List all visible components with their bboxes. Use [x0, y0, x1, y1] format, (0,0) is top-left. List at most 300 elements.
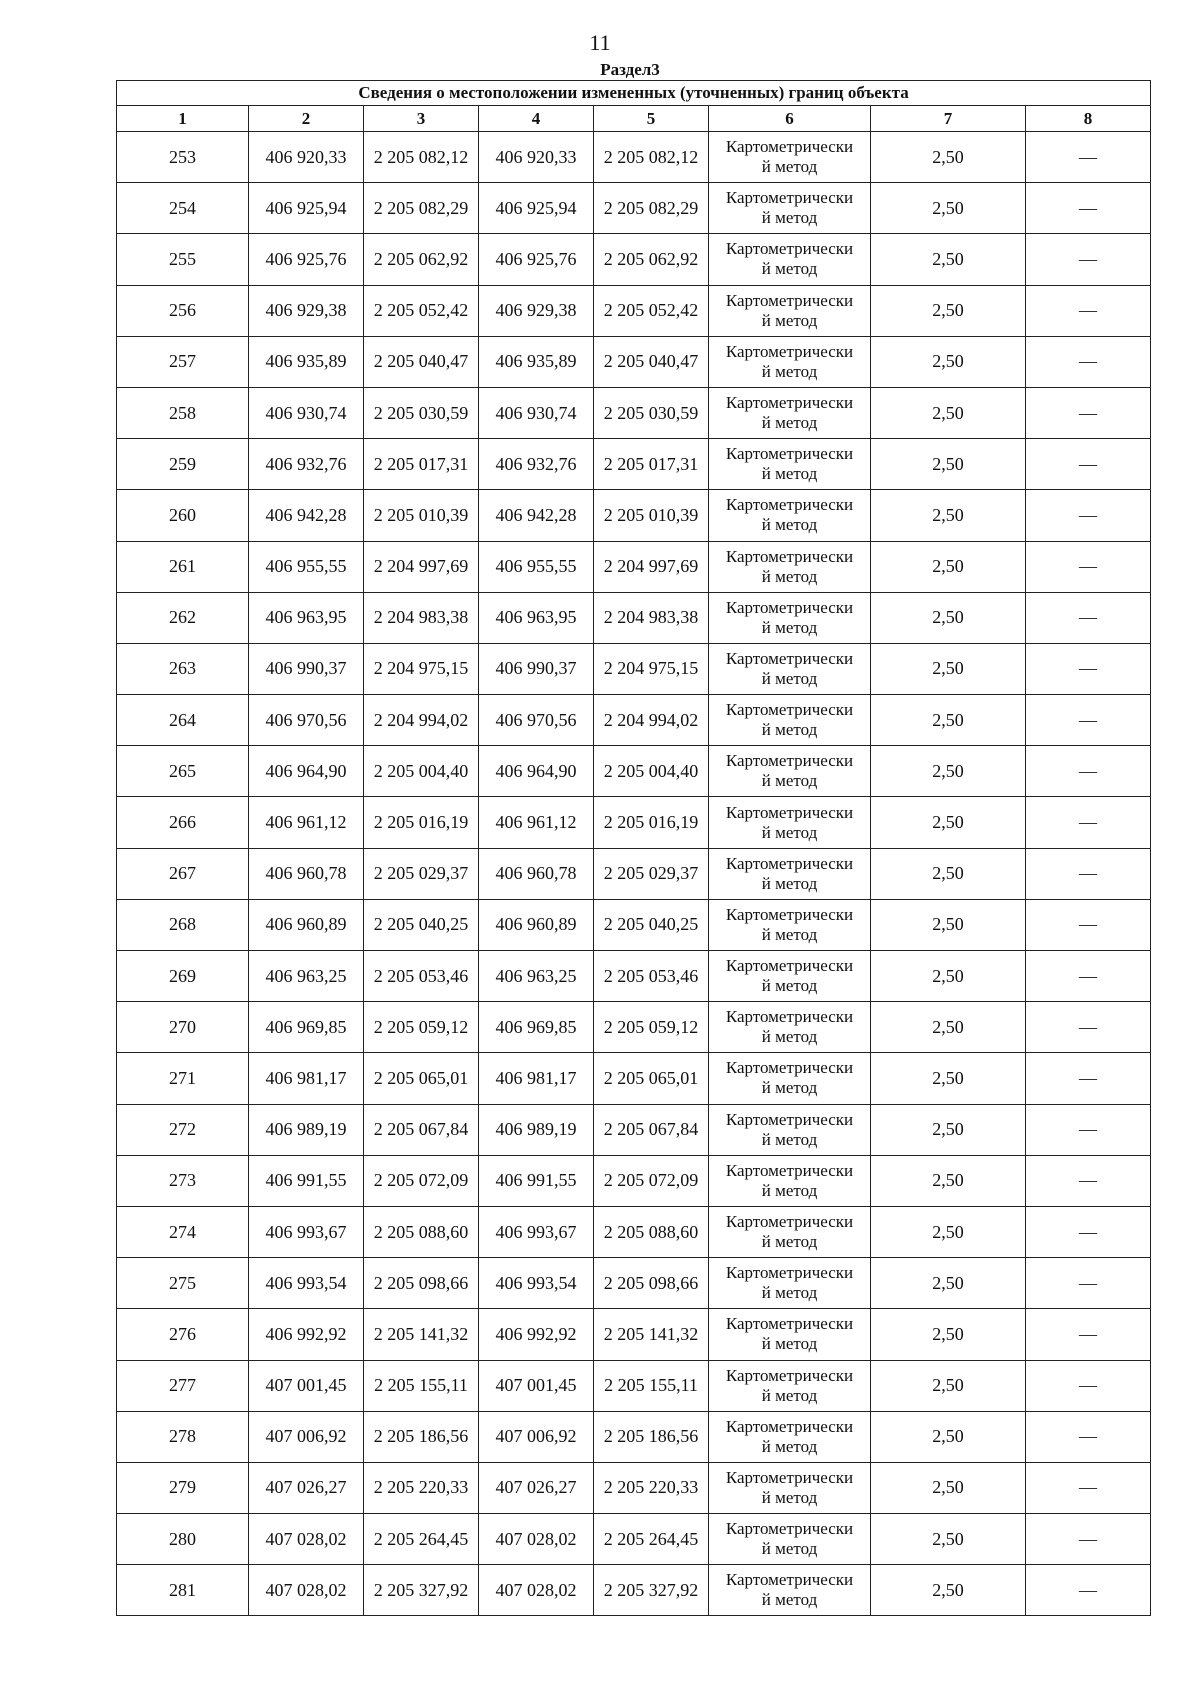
accuracy-cell: 2,50	[871, 643, 1026, 694]
y-refined-cell: 2 205 098,66	[594, 1258, 709, 1309]
x-existing-cell: 407 001,45	[249, 1360, 364, 1411]
point-number-cell: 272	[117, 1104, 249, 1155]
method-cell	[709, 336, 871, 387]
method-text-line-2: й метод	[761, 310, 818, 330]
table-row	[117, 746, 1151, 797]
description-cell: —	[1026, 285, 1151, 336]
x-existing-cell: 407 028,02	[249, 1514, 364, 1565]
description-cell: —	[1026, 1411, 1151, 1462]
y-refined-cell: 2 205 072,09	[594, 1155, 709, 1206]
accuracy-cell: 2,50	[871, 1155, 1026, 1206]
y-existing-cell: 2 204 975,15	[364, 643, 479, 694]
point-number-cell: 265	[117, 746, 249, 797]
method-text-line-1: Картометрически	[725, 495, 854, 515]
accuracy-cell: 2,50	[871, 387, 1026, 438]
accuracy-cell: 2,50	[871, 336, 1026, 387]
method-text-line-2: й метод	[761, 873, 818, 893]
table-row	[117, 1002, 1151, 1053]
description-cell: —	[1026, 695, 1151, 746]
y-refined-cell: 2 205 067,84	[594, 1104, 709, 1155]
method-cell	[709, 490, 871, 541]
page-number: 11	[589, 30, 611, 55]
description-cell: —	[1026, 234, 1151, 285]
y-existing-cell: 2 205 082,12	[364, 132, 479, 183]
table-row	[117, 336, 1151, 387]
x-existing-cell: 406 929,38	[249, 285, 364, 336]
point-number-cell: 262	[117, 592, 249, 643]
y-refined-cell: 2 205 053,46	[594, 951, 709, 1002]
accuracy-cell: 2,50	[871, 1258, 1026, 1309]
table-row	[117, 592, 1151, 643]
x-refined-cell: 406 981,17	[479, 1053, 594, 1104]
x-existing-cell: 406 990,37	[249, 643, 364, 694]
accuracy-cell: 2,50	[871, 541, 1026, 592]
y-existing-cell: 2 204 997,69	[364, 541, 479, 592]
method-text-line-2: й метод	[761, 771, 818, 791]
method-text-line-2: й метод	[761, 976, 818, 996]
description-cell: —	[1026, 1258, 1151, 1309]
method-cell	[709, 387, 871, 438]
x-refined-cell: 406 960,78	[479, 848, 594, 899]
x-existing-cell: 406 920,33	[249, 132, 364, 183]
point-number-cell: 268	[117, 899, 249, 950]
method-cell	[709, 592, 871, 643]
y-existing-cell: 2 204 994,02	[364, 695, 479, 746]
method-text-line-1: Картометрически	[725, 1467, 854, 1487]
method-cell	[709, 1565, 871, 1616]
y-existing-cell: 2 205 072,09	[364, 1155, 479, 1206]
method-text-line-2: й метод	[761, 924, 818, 944]
x-existing-cell: 406 955,55	[249, 541, 364, 592]
x-refined-cell: 406 925,94	[479, 183, 594, 234]
column-number: 4	[479, 106, 594, 132]
description-cell: —	[1026, 439, 1151, 490]
column-number: 3	[364, 106, 479, 132]
method-text-line-1: Картометрически	[725, 1263, 854, 1283]
x-existing-cell: 406 992,92	[249, 1309, 364, 1360]
x-existing-cell: 406 993,67	[249, 1206, 364, 1257]
y-refined-cell: 2 204 975,15	[594, 643, 709, 694]
point-number-cell: 278	[117, 1411, 249, 1462]
y-existing-cell: 2 205 017,31	[364, 439, 479, 490]
y-refined-cell: 2 204 997,69	[594, 541, 709, 592]
x-refined-cell: 406 955,55	[479, 541, 594, 592]
method-text-line-1: Картометрически	[725, 648, 854, 668]
y-existing-cell: 2 205 062,92	[364, 234, 479, 285]
x-refined-cell: 406 961,12	[479, 797, 594, 848]
table-row	[117, 490, 1151, 541]
description-cell: —	[1026, 643, 1151, 694]
accuracy-cell: 2,50	[871, 1514, 1026, 1565]
y-refined-cell: 2 205 327,92	[594, 1565, 709, 1616]
point-number-cell: 281	[117, 1565, 249, 1616]
y-refined-cell: 2 205 059,12	[594, 1002, 709, 1053]
method-cell	[709, 1411, 871, 1462]
method-cell	[709, 1309, 871, 1360]
method-text-line-2: й метод	[761, 822, 818, 842]
x-existing-cell: 406 981,17	[249, 1053, 364, 1104]
method-text-line-2: й метод	[761, 1385, 818, 1405]
x-existing-cell: 406 925,94	[249, 183, 364, 234]
table-row	[117, 899, 1151, 950]
x-refined-cell: 406 993,54	[479, 1258, 594, 1309]
method-cell	[709, 695, 871, 746]
description-cell: —	[1026, 1104, 1151, 1155]
method-cell	[709, 285, 871, 336]
x-existing-cell: 406 969,85	[249, 1002, 364, 1053]
table-row	[117, 1053, 1151, 1104]
method-cell	[709, 746, 871, 797]
x-refined-cell: 406 989,19	[479, 1104, 594, 1155]
table-row	[117, 1258, 1151, 1309]
x-existing-cell: 406 964,90	[249, 746, 364, 797]
x-refined-cell: 406 992,92	[479, 1309, 594, 1360]
x-existing-cell: 406 930,74	[249, 387, 364, 438]
x-existing-cell: 406 993,54	[249, 1258, 364, 1309]
x-refined-cell: 406 964,90	[479, 746, 594, 797]
y-refined-cell: 2 205 010,39	[594, 490, 709, 541]
method-cell	[709, 1206, 871, 1257]
method-cell	[709, 183, 871, 234]
y-refined-cell: 2 205 088,60	[594, 1206, 709, 1257]
method-text-line-1: Картометрически	[725, 393, 854, 413]
table-row	[117, 541, 1151, 592]
accuracy-cell: 2,50	[871, 592, 1026, 643]
x-refined-cell: 407 001,45	[479, 1360, 594, 1411]
x-refined-cell: 406 963,25	[479, 951, 594, 1002]
x-refined-cell: 406 969,85	[479, 1002, 594, 1053]
y-refined-cell: 2 205 004,40	[594, 746, 709, 797]
table-row	[117, 695, 1151, 746]
point-number-cell: 257	[117, 336, 249, 387]
y-existing-cell: 2 205 067,84	[364, 1104, 479, 1155]
method-text-line-2: й метод	[761, 1487, 818, 1507]
method-cell	[709, 1514, 871, 1565]
table-row	[117, 1309, 1151, 1360]
description-cell: —	[1026, 1360, 1151, 1411]
x-existing-cell: 406 960,78	[249, 848, 364, 899]
accuracy-cell: 2,50	[871, 1002, 1026, 1053]
y-refined-cell: 2 205 062,92	[594, 234, 709, 285]
y-refined-cell: 2 205 141,32	[594, 1309, 709, 1360]
y-existing-cell: 2 205 053,46	[364, 951, 479, 1002]
method-text-line-2: й метод	[761, 464, 818, 484]
accuracy-cell: 2,50	[871, 1360, 1026, 1411]
description-cell: —	[1026, 1155, 1151, 1206]
y-existing-cell: 2 205 220,33	[364, 1462, 479, 1513]
method-text-line-2: й метод	[761, 1436, 818, 1456]
point-number-cell: 276	[117, 1309, 249, 1360]
method-text-line-1: Картометрически	[725, 1058, 854, 1078]
y-existing-cell: 2 205 065,01	[364, 1053, 479, 1104]
point-number-cell: 274	[117, 1206, 249, 1257]
method-text-line-2: й метод	[761, 157, 818, 177]
description-cell: —	[1026, 797, 1151, 848]
table-row	[117, 439, 1151, 490]
method-text-line-1: Картометрически	[725, 1212, 854, 1232]
y-refined-cell: 2 205 017,31	[594, 439, 709, 490]
point-number-cell: 263	[117, 643, 249, 694]
x-existing-cell: 406 960,89	[249, 899, 364, 950]
x-existing-cell: 406 963,95	[249, 592, 364, 643]
method-text-line-1: Картометрически	[725, 444, 854, 464]
method-text-line-1: Картометрически	[725, 1160, 854, 1180]
accuracy-cell: 2,50	[871, 132, 1026, 183]
description-cell: —	[1026, 1565, 1151, 1616]
description-cell: —	[1026, 541, 1151, 592]
x-existing-cell: 407 006,92	[249, 1411, 364, 1462]
y-existing-cell: 2 204 983,38	[364, 592, 479, 643]
method-text-line-1: Картометрически	[725, 597, 854, 617]
y-existing-cell: 2 205 052,42	[364, 285, 479, 336]
accuracy-cell: 2,50	[871, 1206, 1026, 1257]
method-text-line-1: Картометрически	[725, 700, 854, 720]
description-cell: —	[1026, 1002, 1151, 1053]
point-number-cell: 269	[117, 951, 249, 1002]
y-refined-cell: 2 205 030,59	[594, 387, 709, 438]
point-number-cell: 273	[117, 1155, 249, 1206]
description-cell: —	[1026, 592, 1151, 643]
method-text-line-1: Картометрически	[725, 137, 854, 157]
method-cell	[709, 643, 871, 694]
x-refined-cell: 406 930,74	[479, 387, 594, 438]
method-text-line-2: й метод	[761, 208, 818, 228]
description-cell: —	[1026, 1514, 1151, 1565]
method-text-line-2: й метод	[761, 1539, 818, 1559]
accuracy-cell: 2,50	[871, 490, 1026, 541]
table-row	[117, 951, 1151, 1002]
y-refined-cell: 2 205 264,45	[594, 1514, 709, 1565]
method-text-line-2: й метод	[761, 515, 818, 535]
description-cell: —	[1026, 1462, 1151, 1513]
accuracy-cell: 2,50	[871, 1462, 1026, 1513]
table-row	[117, 132, 1151, 183]
accuracy-cell: 2,50	[871, 899, 1026, 950]
method-text-line-2: й метод	[761, 361, 818, 381]
y-refined-cell: 2 205 186,56	[594, 1411, 709, 1462]
method-text-line-1: Картометрически	[725, 341, 854, 361]
method-cell	[709, 1462, 871, 1513]
point-number-cell: 253	[117, 132, 249, 183]
y-existing-cell: 2 205 141,32	[364, 1309, 479, 1360]
column-number: 8	[1026, 106, 1151, 132]
method-cell	[709, 132, 871, 183]
description-cell: —	[1026, 899, 1151, 950]
description-cell: —	[1026, 746, 1151, 797]
method-text-line-1: Картометрически	[725, 546, 854, 566]
y-refined-cell: 2 204 994,02	[594, 695, 709, 746]
method-text-line-2: й метод	[761, 259, 818, 279]
column-number: 7	[871, 106, 1026, 132]
x-existing-cell: 406 942,28	[249, 490, 364, 541]
x-existing-cell: 406 970,56	[249, 695, 364, 746]
table-body	[117, 132, 1151, 1616]
table-row	[117, 1514, 1151, 1565]
table-title: Сведения о местоположении измененных (уточненных) границ объекта	[117, 81, 1151, 106]
method-cell	[709, 1053, 871, 1104]
method-text-line-2: й метод	[761, 720, 818, 740]
x-refined-cell: 406 960,89	[479, 899, 594, 950]
method-text-line-1: Картометрически	[725, 1314, 854, 1334]
point-number-cell: 255	[117, 234, 249, 285]
x-refined-cell: 406 942,28	[479, 490, 594, 541]
y-existing-cell: 2 205 186,56	[364, 1411, 479, 1462]
method-text-line-1: Картометрически	[725, 904, 854, 924]
x-refined-cell: 407 026,27	[479, 1462, 594, 1513]
x-existing-cell: 406 963,25	[249, 951, 364, 1002]
method-cell	[709, 848, 871, 899]
method-text-line-1: Картометрически	[725, 751, 854, 771]
method-text-line-1: Картометрически	[725, 188, 854, 208]
y-refined-cell: 2 205 082,12	[594, 132, 709, 183]
x-existing-cell: 406 935,89	[249, 336, 364, 387]
table-row	[117, 643, 1151, 694]
description-cell: —	[1026, 336, 1151, 387]
x-existing-cell: 406 991,55	[249, 1155, 364, 1206]
method-text-line-2: й метод	[761, 1590, 818, 1610]
x-refined-cell: 407 028,02	[479, 1514, 594, 1565]
column-number-row	[117, 106, 1151, 132]
table-row	[117, 183, 1151, 234]
y-refined-cell: 2 205 065,01	[594, 1053, 709, 1104]
method-text-line-2: й метод	[761, 617, 818, 637]
accuracy-cell: 2,50	[871, 1309, 1026, 1360]
point-number-cell: 267	[117, 848, 249, 899]
method-cell	[709, 797, 871, 848]
accuracy-cell: 2,50	[871, 1565, 1026, 1616]
y-refined-cell: 2 205 220,33	[594, 1462, 709, 1513]
column-number: 5	[594, 106, 709, 132]
accuracy-cell: 2,50	[871, 234, 1026, 285]
accuracy-cell: 2,50	[871, 439, 1026, 490]
y-existing-cell: 2 205 004,40	[364, 746, 479, 797]
accuracy-cell: 2,50	[871, 746, 1026, 797]
description-cell: —	[1026, 132, 1151, 183]
method-text-line-2: й метод	[761, 668, 818, 688]
method-cell	[709, 1104, 871, 1155]
point-number-cell: 271	[117, 1053, 249, 1104]
method-text-line-2: й метод	[761, 1334, 818, 1354]
method-text-line-1: Картометрически	[725, 1365, 854, 1385]
y-existing-cell: 2 205 040,47	[364, 336, 479, 387]
accuracy-cell: 2,50	[871, 1104, 1026, 1155]
y-existing-cell: 2 205 040,25	[364, 899, 479, 950]
method-text-line-2: й метод	[761, 413, 818, 433]
x-existing-cell: 406 961,12	[249, 797, 364, 848]
description-cell: —	[1026, 1053, 1151, 1104]
table-row	[117, 797, 1151, 848]
x-existing-cell: 406 925,76	[249, 234, 364, 285]
y-existing-cell: 2 205 030,59	[364, 387, 479, 438]
point-number-cell: 266	[117, 797, 249, 848]
method-text-line-1: Картометрически	[725, 1007, 854, 1027]
accuracy-cell: 2,50	[871, 695, 1026, 746]
method-text-line-2: й метод	[761, 1078, 818, 1098]
description-cell: —	[1026, 1206, 1151, 1257]
table-row	[117, 1411, 1151, 1462]
method-cell	[709, 899, 871, 950]
y-refined-cell: 2 205 016,19	[594, 797, 709, 848]
method-cell	[709, 1360, 871, 1411]
table-row	[117, 1104, 1151, 1155]
y-existing-cell: 2 205 059,12	[364, 1002, 479, 1053]
method-cell	[709, 1258, 871, 1309]
method-text-line-2: й метод	[761, 1283, 818, 1303]
method-cell	[709, 1155, 871, 1206]
y-existing-cell: 2 205 029,37	[364, 848, 479, 899]
method-text-line-2: й метод	[761, 1027, 818, 1047]
point-number-cell: 277	[117, 1360, 249, 1411]
description-cell: —	[1026, 848, 1151, 899]
y-existing-cell: 2 205 088,60	[364, 1206, 479, 1257]
y-refined-cell: 2 204 983,38	[594, 592, 709, 643]
method-text-line-1: Картометрически	[725, 290, 854, 310]
x-refined-cell: 406 935,89	[479, 336, 594, 387]
point-number-cell: 258	[117, 387, 249, 438]
y-existing-cell: 2 205 016,19	[364, 797, 479, 848]
x-refined-cell: 407 006,92	[479, 1411, 594, 1462]
method-text-line-1: Картометрически	[725, 1109, 854, 1129]
method-cell	[709, 439, 871, 490]
table-row	[117, 1360, 1151, 1411]
method-text-line-1: Картометрически	[725, 802, 854, 822]
x-refined-cell: 406 993,67	[479, 1206, 594, 1257]
y-existing-cell: 2 205 155,11	[364, 1360, 479, 1411]
x-refined-cell: 406 970,56	[479, 695, 594, 746]
y-existing-cell: 2 205 327,92	[364, 1565, 479, 1616]
y-refined-cell: 2 205 029,37	[594, 848, 709, 899]
point-number-cell: 264	[117, 695, 249, 746]
table-row	[117, 1462, 1151, 1513]
accuracy-cell: 2,50	[871, 797, 1026, 848]
y-refined-cell: 2 205 155,11	[594, 1360, 709, 1411]
column-number: 2	[249, 106, 364, 132]
point-number-cell: 279	[117, 1462, 249, 1513]
x-existing-cell: 407 026,27	[249, 1462, 364, 1513]
method-cell	[709, 234, 871, 285]
point-number-cell: 270	[117, 1002, 249, 1053]
y-refined-cell: 2 205 082,29	[594, 183, 709, 234]
x-existing-cell: 406 932,76	[249, 439, 364, 490]
method-text-line-1: Картометрически	[725, 956, 854, 976]
column-number: 1	[117, 106, 249, 132]
method-text-line-1: Картометрически	[725, 239, 854, 259]
description-cell: —	[1026, 387, 1151, 438]
y-refined-cell: 2 205 052,42	[594, 285, 709, 336]
section-title: Раздел3	[600, 60, 660, 79]
method-cell	[709, 541, 871, 592]
method-text-line-1: Картометрически	[725, 853, 854, 873]
table-title-row	[117, 81, 1151, 106]
point-number-cell: 256	[117, 285, 249, 336]
accuracy-cell: 2,50	[871, 951, 1026, 1002]
accuracy-cell: 2,50	[871, 1411, 1026, 1462]
method-cell	[709, 951, 871, 1002]
table-row	[117, 387, 1151, 438]
x-refined-cell: 406 932,76	[479, 439, 594, 490]
x-refined-cell: 406 990,37	[479, 643, 594, 694]
method-text-line-1: Картометрически	[725, 1519, 854, 1539]
method-text-line-2: й метод	[761, 1180, 818, 1200]
point-number-cell: 259	[117, 439, 249, 490]
x-refined-cell: 406 925,76	[479, 234, 594, 285]
x-refined-cell: 407 028,02	[479, 1565, 594, 1616]
y-existing-cell: 2 205 082,29	[364, 183, 479, 234]
method-text-line-2: й метод	[761, 566, 818, 586]
point-number-cell: 254	[117, 183, 249, 234]
point-number-cell: 275	[117, 1258, 249, 1309]
table-row	[117, 234, 1151, 285]
